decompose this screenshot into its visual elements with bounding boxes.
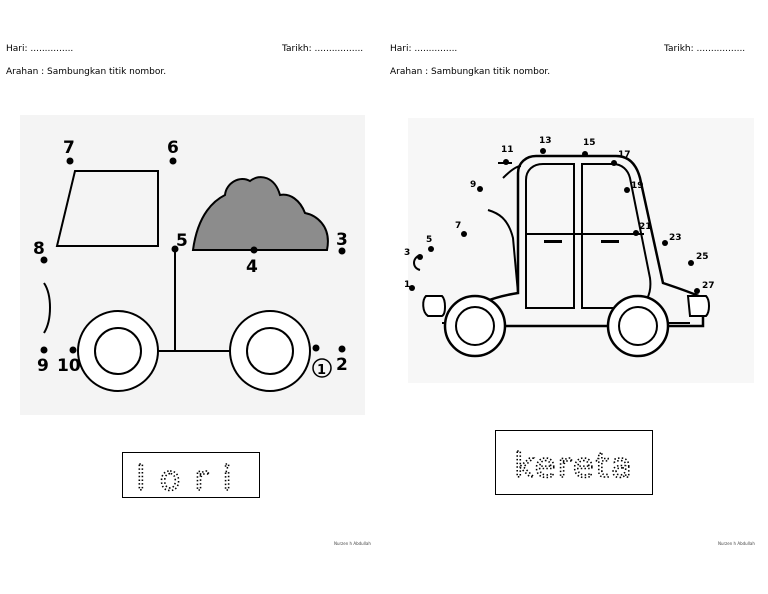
dot-9 [41,347,48,354]
credit-text: Nurzen h Abdullah [718,541,755,546]
dot-4 [251,247,258,254]
dot-17 [611,160,617,166]
dot-label: 23 [669,233,682,243]
hari-field: Hari: ............... [390,44,458,54]
tarikh-field: Tarikh: ................. [664,44,746,54]
dot-6 [170,158,177,165]
tracing-word-box [495,430,653,495]
dot-1 [313,345,320,352]
worksheet-kereta [384,0,768,594]
car-rear-bumper [688,296,709,316]
dot-label: 7 [455,221,462,231]
dot-label: 7 [63,138,75,158]
dot-2 [339,346,346,353]
dot-15 [582,151,588,157]
instruction-text: Arahan : Sambungkan titik nombor. [390,67,551,77]
dot-23 [662,240,668,246]
dot-label: 27 [702,281,715,291]
dot-label: 17 [618,150,631,160]
dot-3 [417,254,423,260]
dot-label: 6 [167,138,179,158]
dot-label: 25 [696,252,709,262]
dot-10 [70,347,77,354]
dot-13 [540,148,546,154]
hari-field: Hari: ............... [6,44,74,54]
car-door-handle [544,240,562,243]
dot-label: 3 [404,248,411,258]
dot-label: 5 [426,235,433,245]
instruction-text: Arahan : Sambungkan titik nombor. [6,67,167,77]
dot-label: 13 [539,136,552,146]
tracing-word-box [122,452,260,498]
tarikh-field: Tarikh: ................. [282,44,364,54]
dot-label: 1 [317,363,327,378]
dot-label: 2 [336,355,348,375]
dot-5 [428,246,434,252]
dot-label: 4 [246,257,258,277]
dot-label: 3 [336,230,348,250]
dot-label: 8 [33,239,45,259]
dot-label: 19 [631,181,644,191]
tracing-word: lori [136,459,246,499]
dot-9 [477,186,483,192]
dot-7 [67,158,74,165]
car-dot-to-dot-picture [404,118,754,383]
lorry-front-wheel [78,311,158,391]
car-door-handle [601,240,619,243]
dot-label: 9 [37,356,49,376]
dot-label: 15 [583,138,596,148]
lorry-dot-to-dot-picture [20,115,365,415]
dot-27 [694,288,700,294]
car-front-bumper [423,296,445,316]
dot-label: 9 [470,180,477,190]
car-rear-wheel [608,296,668,356]
dot-11 [503,159,509,165]
dot-label: 10 [57,356,81,376]
dot-19 [624,187,630,193]
dot-25 [688,260,694,266]
dot-label: 5 [176,231,188,251]
dot-label: 1 [404,280,411,290]
car-front-wheel [445,296,505,356]
credit-text: Nurzen h Abdullah [334,541,371,546]
dot-7 [461,231,467,237]
lorry-rear-wheel [230,311,310,391]
dot-label: 11 [501,145,514,155]
dot-label: 21 [639,222,652,232]
tracing-word: kereta [514,446,634,486]
